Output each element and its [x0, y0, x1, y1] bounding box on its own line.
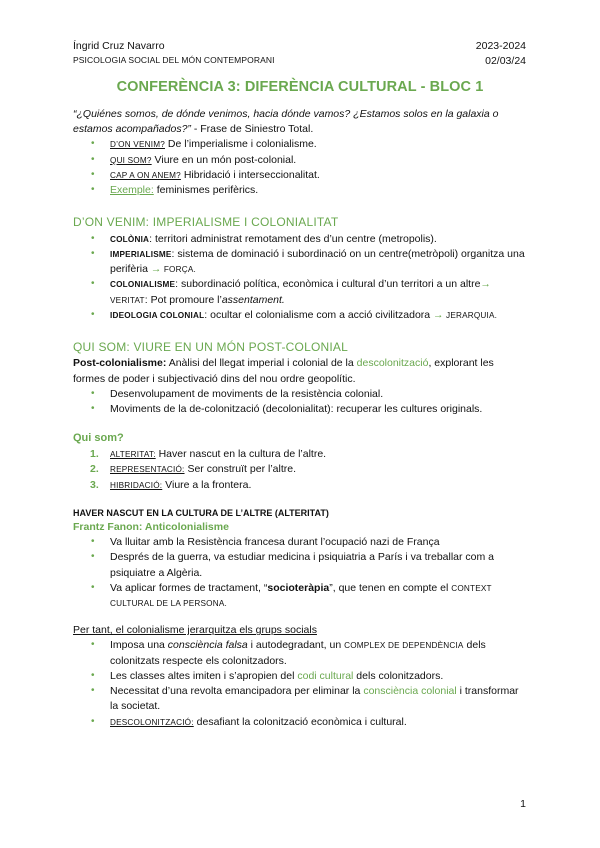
definition-term: Post-colonialisme:	[73, 357, 167, 370]
list-item	[73, 638, 526, 668]
section4-list	[73, 535, 526, 611]
item-number: 3.	[90, 478, 99, 491]
item-label: D’ON VENIM?	[110, 140, 165, 150]
list-item: • Va lluitar amb la Resistència francesa durant l’ocupació nazi de França	[73, 535, 526, 550]
item-text: Viure a la frontera.	[162, 478, 252, 491]
item-bold: socioteràpia	[267, 581, 330, 594]
definition-text: Anàlisi del llegat imperial i colonial de la	[166, 357, 357, 370]
arrow-icon: →	[150, 263, 162, 276]
list-item	[73, 277, 526, 307]
item-text: ”, que tenen en compte el	[329, 581, 452, 594]
item-tail-text: : Pot promoure l’	[144, 293, 222, 306]
list-item: • Desenvolupament de moviments de la resistència colonial.	[73, 387, 526, 402]
term: IDEOLOGIA COLONIAL	[110, 310, 205, 320]
item-text: dels colonitzadors.	[353, 669, 444, 682]
term: COLONIALISME	[110, 280, 176, 290]
author-name: Íngrid Cruz Navarro	[73, 40, 165, 52]
item-tail: VERITAT	[110, 295, 145, 305]
section-heading: Per tant, el colonialisme jerarquitza els grups socials	[73, 624, 317, 637]
item-tail-italic: assentament.	[221, 293, 285, 306]
document-title: CONFERÈNCIA 3: DIFERÈNCIA CULTURAL - BLOC 1	[116, 79, 484, 95]
item-number: 2.	[90, 463, 99, 476]
item-label: REPRESENTACIÓ:	[110, 465, 185, 475]
item-text: Va aplicar formes de tractament, “	[110, 581, 268, 594]
quote-text: “¿Quiénes somos, de dónde venimos, hacia dónde vamos? ¿Estamos solos en la galaxia o estamos acompañados?”	[73, 108, 499, 136]
item-text: i autodegradant, un	[247, 639, 345, 652]
item-text: : territori administrat remotament des d’un centre (metropolis).	[149, 232, 437, 245]
item-text: Necessitat d’una revolta emancipadora per eliminar la	[110, 685, 364, 698]
section-heading: D’ON VENIM: IMPERIALISME I COLONIALITAT	[73, 215, 339, 230]
item-text: Ser construït per l’altre.	[184, 463, 296, 476]
item-smallcaps: CONTEXT CULTURAL DE LA PERSONA.	[110, 583, 492, 609]
section5-list	[73, 638, 526, 729]
item-label: CAP A ON ANEM?	[110, 170, 181, 180]
item-label: ALTERITAT:	[110, 450, 156, 460]
item-text: Les classes altes imiten i s’apropien del	[110, 669, 298, 682]
item-text: Imposa una	[110, 639, 168, 652]
term: COLÒNIA	[110, 234, 150, 244]
list-item	[73, 168, 526, 183]
section-heading: Qui som?	[73, 432, 124, 445]
definition-text: , explorant les formes de poder i subjectivació dins del nou ordre geopolític.	[73, 357, 494, 385]
item-smallcaps: COMPLEX DE DEPENDÈNCIA	[344, 641, 464, 651]
page-header	[73, 39, 526, 69]
list-item: • Moviments de la de-colonització (decolonialitat): recuperar les cultures originals.	[73, 402, 526, 417]
section2-list	[73, 387, 526, 417]
item-text: De l’imperialisme i colonialisme.	[164, 138, 317, 151]
term: IMPERIALISME	[110, 249, 172, 259]
item-tail: JERARQUIA.	[443, 310, 498, 320]
arrow-icon: →	[433, 308, 444, 321]
list-item	[73, 669, 526, 684]
item-label: HIBRIDACIÓ:	[110, 480, 163, 490]
item-text: Haver nascut en la cultura de l’altre.	[155, 448, 327, 461]
item-text: desafiant la colonització econòmica i cultural.	[193, 715, 407, 728]
example-text: feminismes perifèrics.	[153, 184, 259, 197]
item-number: 1.	[90, 448, 99, 461]
arrow-icon: →	[480, 278, 491, 291]
item-tail: FORÇA.	[161, 265, 196, 275]
item-highlight: consciència colonial	[363, 685, 457, 698]
list-item	[73, 581, 526, 611]
section-subheading: Frantz Fanon: Anticolonialisme	[73, 520, 229, 533]
item-text: dels colonitzats respecte els colonitzadors.	[110, 639, 486, 667]
list-item	[73, 447, 526, 462]
item-text: : sistema de dominació i subordinació on un centre(metròpoli) organitza una perifèria	[110, 247, 525, 276]
item-text: Viure en un món post-colonial.	[151, 153, 297, 166]
definition-highlight: descolonització	[356, 357, 429, 370]
list-item	[73, 715, 526, 730]
list-item	[73, 462, 526, 477]
item-text: Hibridació i interseccionalitat.	[180, 168, 320, 181]
list-item	[73, 232, 526, 247]
item-text: : subordinació política, econòmica i cultural d’un territori a un altre	[175, 278, 481, 291]
list-item	[73, 684, 526, 714]
section-heading: HAVER NASCUT EN LA CULTURA DE L’ALTRE (ALTERITAT)	[73, 507, 329, 518]
section-heading: QUI SOM: VIURE EN UN MÓN POST-COLONIAL	[73, 340, 348, 355]
item-highlight: codi cultural	[297, 669, 354, 682]
intro-list	[73, 137, 526, 198]
quote-source: - Frase de Siniestro Total.	[190, 123, 314, 136]
definition	[73, 356, 526, 386]
document-date: 02/03/24	[485, 55, 526, 68]
item-italic: consciència falsa	[167, 639, 248, 652]
example-label: Exemple:	[110, 184, 154, 197]
list-item	[73, 247, 526, 277]
section3-list	[73, 447, 526, 493]
list-item	[73, 308, 526, 323]
intro-quote	[73, 107, 526, 137]
item-text: : ocultar el colonialisme com a acció civilitzadora	[204, 308, 434, 321]
item-label: QUI SOM?	[110, 155, 152, 165]
item-label: DESCOLONITZACIÓ:	[110, 717, 194, 727]
list-item	[73, 183, 526, 198]
subject-name: PSICOLOGIA SOCIAL DEL MÓN CONTEMPORANI	[73, 55, 275, 66]
section1-list	[73, 232, 526, 323]
list-item	[73, 153, 526, 168]
list-item	[73, 478, 526, 493]
page-number: 1	[520, 798, 526, 810]
list-item: • Després de la guerra, va estudiar medicina i psiquiatria a París i va treballar com a psiquiatre a Algèria.	[73, 550, 526, 580]
item-text: i transformar la societat.	[110, 685, 519, 713]
document-body	[73, 107, 526, 730]
list-item	[73, 137, 526, 152]
academic-year: 2023-2024	[475, 40, 526, 52]
